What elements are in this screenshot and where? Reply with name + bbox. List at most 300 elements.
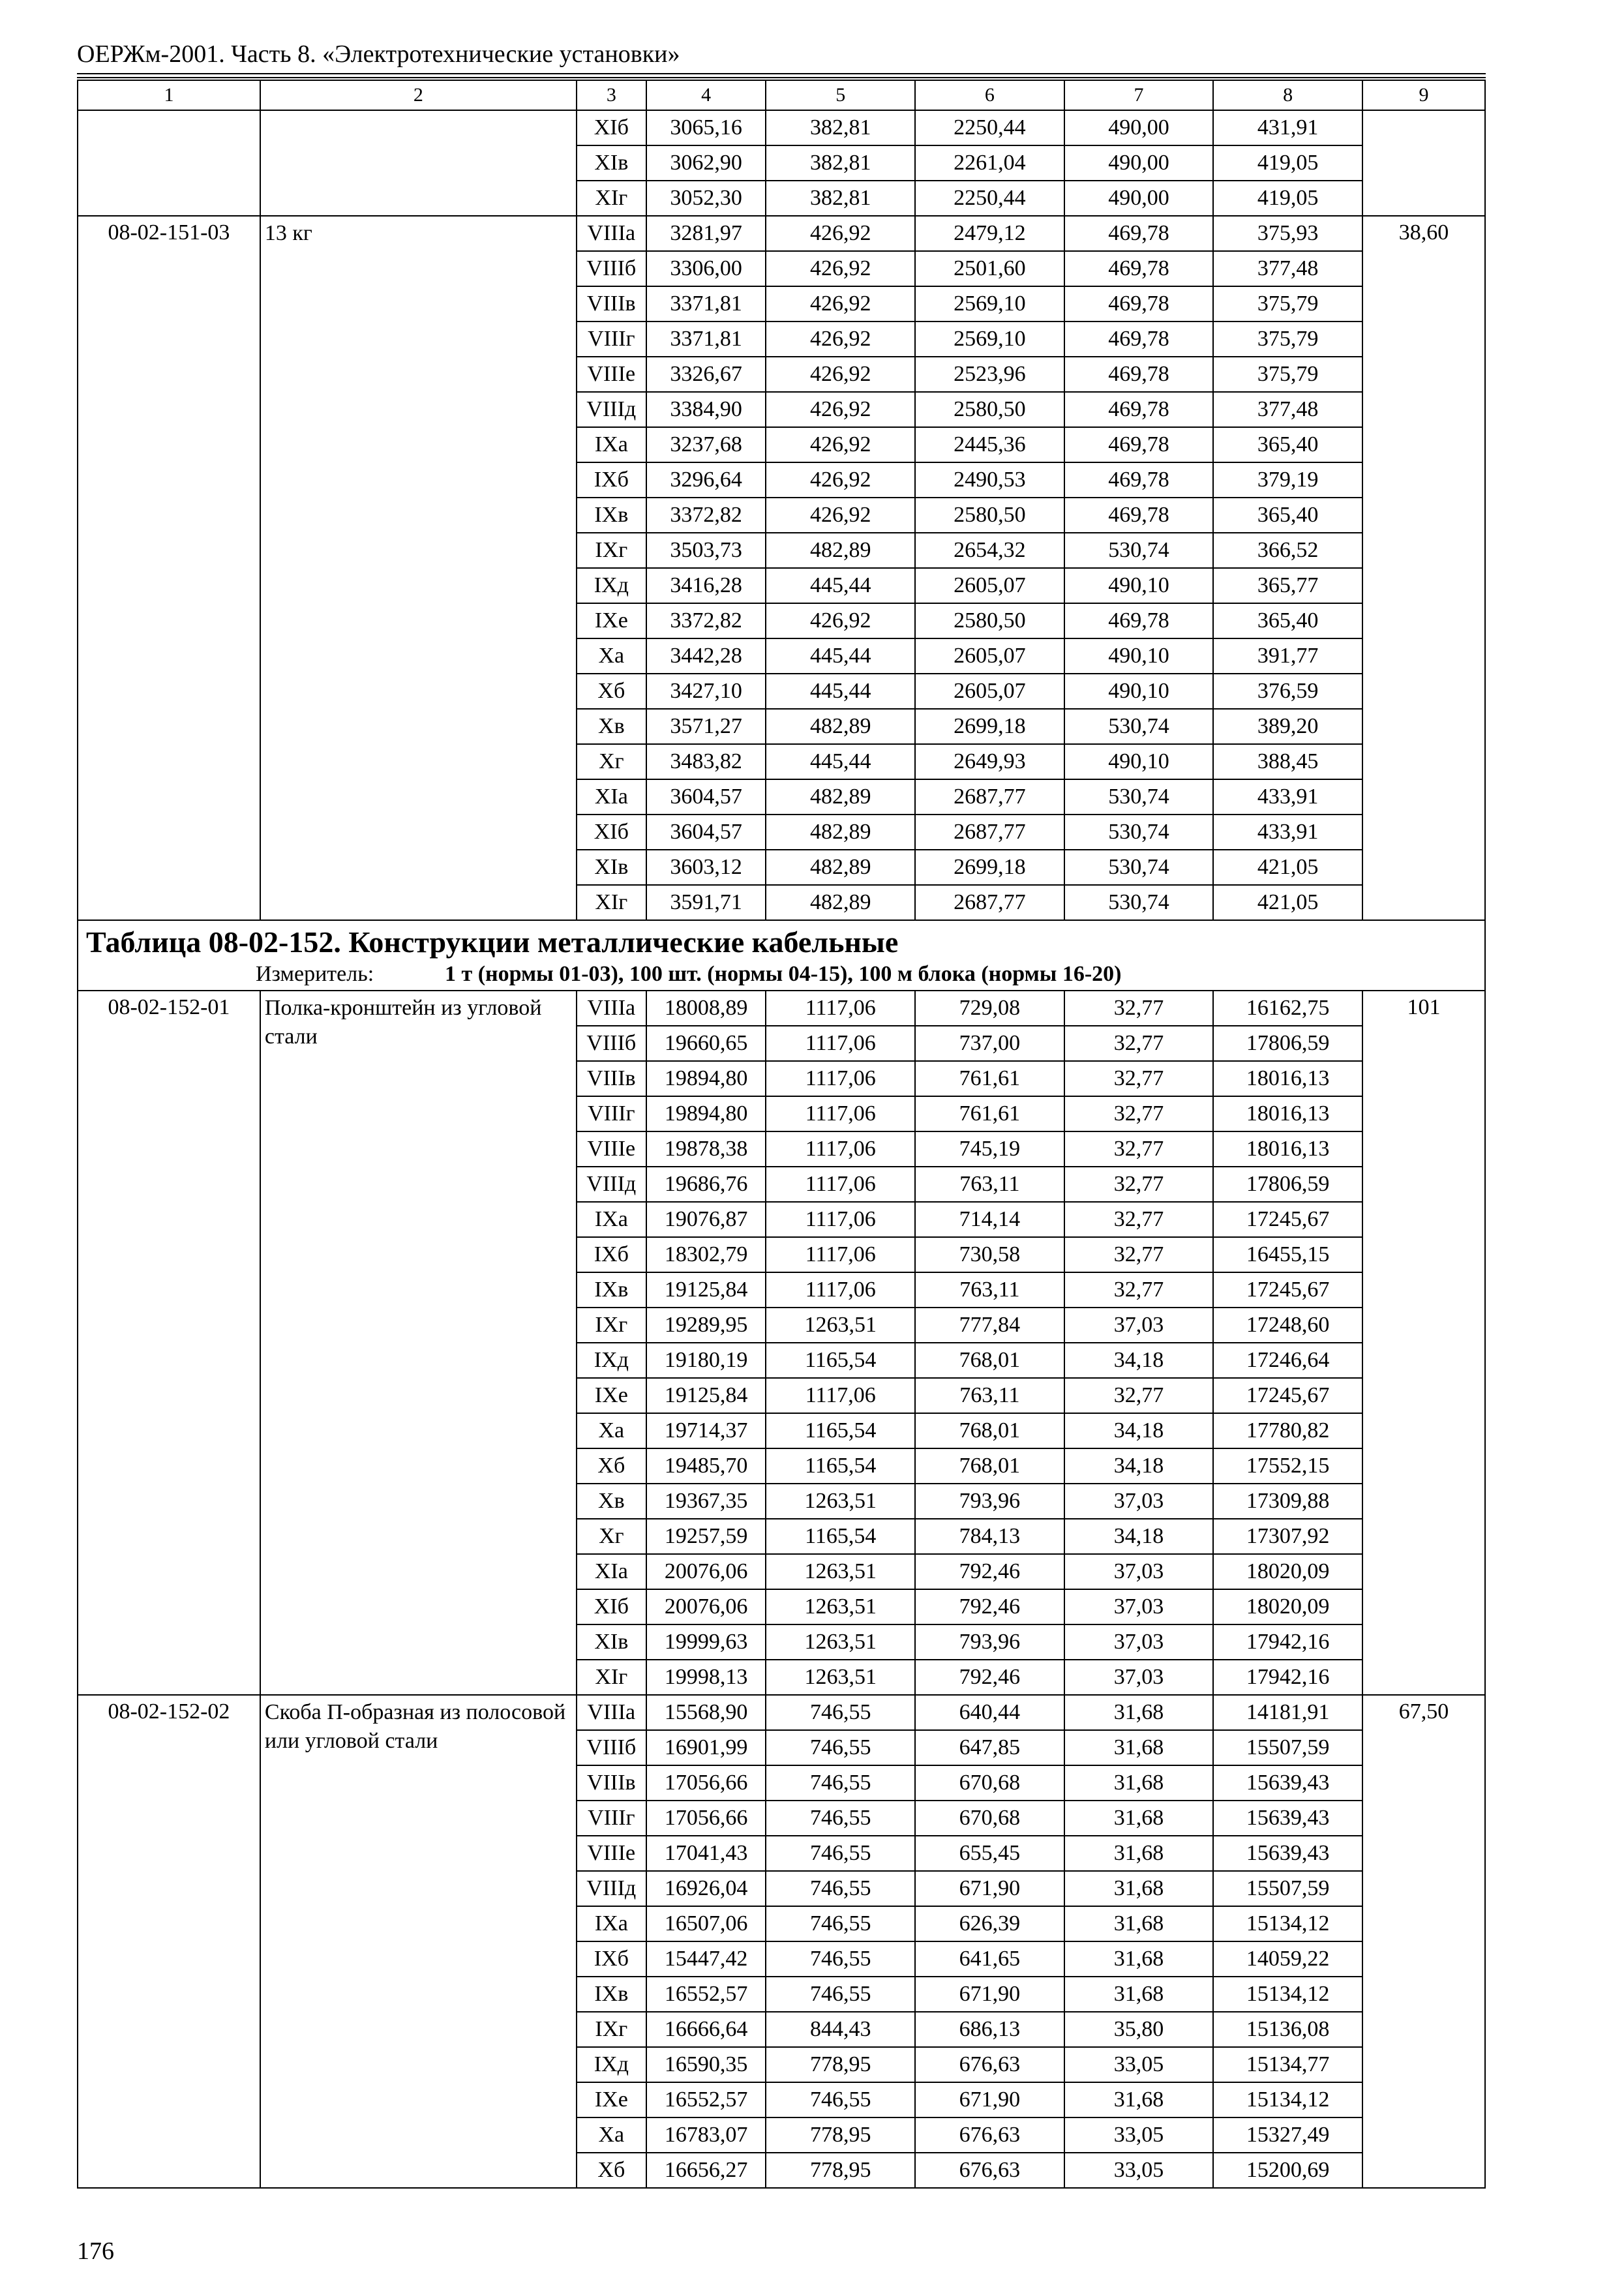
zone-cell: XIв: [577, 145, 646, 181]
value-cell: 19894,80: [646, 1061, 766, 1096]
value-cell: 676,63: [915, 2117, 1064, 2153]
value-cell: 792,46: [915, 1589, 1064, 1624]
value-cell: 34,18: [1064, 1343, 1214, 1378]
value-cell: 16926,04: [646, 1871, 766, 1906]
value-cell: 431,91: [1213, 110, 1362, 145]
value-cell: 16552,57: [646, 2082, 766, 2117]
value-cell: 32,77: [1064, 991, 1214, 1026]
value-cell: 3571,27: [646, 709, 766, 744]
value-cell: 469,78: [1064, 251, 1214, 286]
zone-cell: VIIIе: [577, 357, 646, 392]
value-cell: 18302,79: [646, 1237, 766, 1272]
value-cell: 490,00: [1064, 181, 1214, 216]
zone-cell: Xб: [577, 1448, 646, 1484]
value-cell: 1263,51: [766, 1660, 915, 1695]
value-cell: 15327,49: [1213, 2117, 1362, 2153]
value-cell: 746,55: [766, 1695, 915, 1730]
value-cell: 469,78: [1064, 322, 1214, 357]
work-name: Скоба П-образная из полосовой или угловой стали: [260, 1695, 577, 2188]
value-cell: 18016,13: [1213, 1131, 1362, 1167]
value-cell: 3237,68: [646, 427, 766, 462]
value-cell: 490,10: [1064, 744, 1214, 779]
zone-cell: IXа: [577, 1202, 646, 1237]
value-cell: 746,55: [766, 1765, 915, 1801]
zone-cell: XIг: [577, 1660, 646, 1695]
value-cell: 2687,77: [915, 779, 1064, 815]
value-cell: 31,68: [1064, 1977, 1214, 2012]
zone-cell: VIIIв: [577, 1061, 646, 1096]
price-table: [77, 80, 1486, 2189]
zone-cell: Xг: [577, 1519, 646, 1554]
value-cell: 671,90: [915, 1871, 1064, 1906]
value-cell: 784,13: [915, 1519, 1064, 1554]
value-cell: 19125,84: [646, 1378, 766, 1413]
value-cell: 37,03: [1064, 1624, 1214, 1660]
zone-cell: VIIIг: [577, 322, 646, 357]
value-cell: 19660,65: [646, 1026, 766, 1061]
value-cell: 2699,18: [915, 850, 1064, 885]
zone-cell: VIIIа: [577, 1695, 646, 1730]
value-cell: 1117,06: [766, 1272, 915, 1308]
value-cell: 19367,35: [646, 1484, 766, 1519]
work-name: Полка-кронштейн из угловой стали: [260, 991, 577, 1695]
value-cell: 1165,54: [766, 1519, 915, 1554]
value-cell: 1117,06: [766, 1131, 915, 1167]
column-number: 5: [766, 80, 915, 110]
value-cell: 426,92: [766, 462, 915, 498]
value-cell: 490,00: [1064, 110, 1214, 145]
zone-cell: XIв: [577, 850, 646, 885]
value-cell: 1117,06: [766, 1237, 915, 1272]
value-cell: 17780,82: [1213, 1413, 1362, 1448]
value-cell: 32,77: [1064, 1202, 1214, 1237]
value-cell: 32,77: [1064, 1237, 1214, 1272]
value-cell: 3483,82: [646, 744, 766, 779]
value-cell: 15507,59: [1213, 1730, 1362, 1765]
value-cell: 3384,90: [646, 392, 766, 427]
value-cell: 365,40: [1213, 427, 1362, 462]
value-cell: 2687,77: [915, 885, 1064, 920]
value-cell: 433,91: [1213, 779, 1362, 815]
value-cell: 426,92: [766, 427, 915, 462]
value-cell: 793,96: [915, 1484, 1064, 1519]
value-cell: 671,90: [915, 2082, 1064, 2117]
value-cell: 1263,51: [766, 1484, 915, 1519]
value-cell: 3503,73: [646, 533, 766, 568]
value-cell: 3065,16: [646, 110, 766, 145]
value-cell: 530,74: [1064, 779, 1214, 815]
work-name: 13 кг: [260, 216, 577, 920]
value-cell: 17309,88: [1213, 1484, 1362, 1519]
value-cell: 14181,91: [1213, 1695, 1362, 1730]
value-cell: 17041,43: [646, 1836, 766, 1871]
section-title: Таблица 08-02-152. Конструкции металлические кабельные: [86, 925, 899, 959]
value-cell: 793,96: [915, 1624, 1064, 1660]
value-cell: 746,55: [766, 1906, 915, 1941]
value-cell: 32,77: [1064, 1272, 1214, 1308]
zone-cell: VIIIд: [577, 392, 646, 427]
section-header: [78, 920, 1485, 991]
value-cell: 15134,12: [1213, 1977, 1362, 2012]
value-cell: 18020,09: [1213, 1589, 1362, 1624]
zone-cell: IXв: [577, 1272, 646, 1308]
value-cell: 17056,66: [646, 1765, 766, 1801]
value-cell: 763,11: [915, 1378, 1064, 1413]
value-cell: 15568,90: [646, 1695, 766, 1730]
value-cell: 388,45: [1213, 744, 1362, 779]
value-cell: 375,79: [1213, 286, 1362, 322]
value-cell: 375,79: [1213, 322, 1362, 357]
value-cell: 530,74: [1064, 709, 1214, 744]
value-cell: 469,78: [1064, 216, 1214, 251]
zone-cell: VIIIд: [577, 1167, 646, 1202]
column-9-value: 101: [1362, 991, 1485, 1695]
value-cell: 19686,76: [646, 1167, 766, 1202]
value-cell: 792,46: [915, 1660, 1064, 1695]
value-cell: 1263,51: [766, 1554, 915, 1589]
value-cell: 530,74: [1064, 850, 1214, 885]
section-header-row: [78, 920, 1485, 991]
value-cell: 2580,50: [915, 603, 1064, 638]
zone-cell: XIв: [577, 1624, 646, 1660]
value-cell: 1117,06: [766, 1167, 915, 1202]
header-rule-inner: [77, 77, 1486, 78]
zone-cell: IXб: [577, 1941, 646, 1977]
value-cell: 670,68: [915, 1801, 1064, 1836]
value-cell: 3372,82: [646, 603, 766, 638]
value-cell: 31,68: [1064, 1906, 1214, 1941]
column-number: 9: [1362, 80, 1485, 110]
value-cell: 31,68: [1064, 1801, 1214, 1836]
value-cell: 2580,50: [915, 498, 1064, 533]
value-cell: 761,61: [915, 1061, 1064, 1096]
value-cell: 641,65: [915, 1941, 1064, 1977]
value-cell: 17245,67: [1213, 1272, 1362, 1308]
value-cell: 34,18: [1064, 1519, 1214, 1554]
value-cell: 15447,42: [646, 1941, 766, 1977]
value-cell: 31,68: [1064, 1730, 1214, 1765]
value-cell: 19998,13: [646, 1660, 766, 1695]
value-cell: 19485,70: [646, 1448, 766, 1484]
value-cell: 15136,08: [1213, 2012, 1362, 2047]
value-cell: 1165,54: [766, 1413, 915, 1448]
zone-cell: Xб: [577, 674, 646, 709]
value-cell: 33,05: [1064, 2047, 1214, 2082]
section-measure: [86, 961, 1477, 990]
value-cell: 469,78: [1064, 462, 1214, 498]
value-cell: 365,77: [1213, 568, 1362, 603]
value-cell: 1117,06: [766, 1026, 915, 1061]
value-cell: 18008,89: [646, 991, 766, 1026]
zone-cell: VIIIб: [577, 1730, 646, 1765]
value-cell: 469,78: [1064, 498, 1214, 533]
value-cell: 3326,67: [646, 357, 766, 392]
column-number: 4: [646, 80, 766, 110]
zone-cell: IXг: [577, 533, 646, 568]
value-cell: 375,93: [1213, 216, 1362, 251]
value-cell: 15200,69: [1213, 2153, 1362, 2188]
value-cell: 382,81: [766, 145, 915, 181]
value-cell: 17942,16: [1213, 1624, 1362, 1660]
value-cell: 426,92: [766, 603, 915, 638]
value-cell: 16783,07: [646, 2117, 766, 2153]
value-cell: 3372,82: [646, 498, 766, 533]
value-cell: 730,58: [915, 1237, 1064, 1272]
column-number: 7: [1064, 80, 1214, 110]
value-cell: 2687,77: [915, 815, 1064, 850]
column-9-value: [1362, 110, 1485, 216]
value-cell: 37,03: [1064, 1554, 1214, 1589]
zone-cell: VIIIе: [577, 1836, 646, 1871]
value-cell: 31,68: [1064, 1765, 1214, 1801]
value-cell: 19999,63: [646, 1624, 766, 1660]
value-cell: 761,61: [915, 1096, 1064, 1131]
table-row: [78, 991, 1485, 1026]
value-cell: 482,89: [766, 850, 915, 885]
value-cell: 746,55: [766, 1730, 915, 1765]
value-cell: 377,48: [1213, 251, 1362, 286]
measure-label: Измеритель:: [256, 962, 374, 986]
value-cell: 15639,43: [1213, 1801, 1362, 1836]
norm-code: 08-02-151-03: [78, 216, 260, 920]
value-cell: 737,00: [915, 1026, 1064, 1061]
value-cell: 391,77: [1213, 638, 1362, 674]
zone-cell: VIIIа: [577, 991, 646, 1026]
value-cell: 671,90: [915, 1977, 1064, 2012]
value-cell: 18016,13: [1213, 1096, 1362, 1131]
value-cell: 17806,59: [1213, 1026, 1362, 1061]
zone-cell: XIг: [577, 885, 646, 920]
value-cell: 3371,81: [646, 286, 766, 322]
value-cell: 419,05: [1213, 145, 1362, 181]
value-cell: 2261,04: [915, 145, 1064, 181]
zone-cell: IXб: [577, 1237, 646, 1272]
zone-cell: XIб: [577, 1589, 646, 1624]
value-cell: 17056,66: [646, 1801, 766, 1836]
value-cell: 17942,16: [1213, 1660, 1362, 1695]
value-cell: 31,68: [1064, 1836, 1214, 1871]
value-cell: 32,77: [1064, 1167, 1214, 1202]
work-name: [260, 110, 577, 216]
value-cell: 2501,60: [915, 251, 1064, 286]
zone-cell: IXб: [577, 462, 646, 498]
zone-cell: VIIIб: [577, 251, 646, 286]
value-cell: 389,20: [1213, 709, 1362, 744]
norm-code: [78, 110, 260, 216]
value-cell: 382,81: [766, 181, 915, 216]
value-cell: 37,03: [1064, 1660, 1214, 1695]
table-row: [78, 1695, 1485, 1730]
value-cell: 32,77: [1064, 1131, 1214, 1167]
zone-cell: IXа: [577, 427, 646, 462]
value-cell: 37,03: [1064, 1484, 1214, 1519]
zone-cell: Xб: [577, 2153, 646, 2188]
value-cell: 35,80: [1064, 2012, 1214, 2047]
value-cell: 445,44: [766, 568, 915, 603]
value-cell: 490,10: [1064, 674, 1214, 709]
value-cell: 745,19: [915, 1131, 1064, 1167]
zone-cell: Xв: [577, 1484, 646, 1519]
value-cell: 15134,12: [1213, 2082, 1362, 2117]
value-cell: 746,55: [766, 1871, 915, 1906]
zone-cell: XIб: [577, 815, 646, 850]
zone-cell: XIб: [577, 110, 646, 145]
value-cell: 686,13: [915, 2012, 1064, 2047]
value-cell: 2523,96: [915, 357, 1064, 392]
value-cell: 17245,67: [1213, 1378, 1362, 1413]
page-header: ОЕРЖм-2001. Часть 8. «Электротехнические установки»: [77, 40, 680, 68]
norm-code: 08-02-152-02: [78, 1695, 260, 2188]
zone-cell: XIа: [577, 779, 646, 815]
column-number: 1: [78, 80, 260, 110]
value-cell: 778,95: [766, 2117, 915, 2153]
value-cell: 445,44: [766, 638, 915, 674]
value-cell: 426,92: [766, 216, 915, 251]
value-cell: 421,05: [1213, 885, 1362, 920]
value-cell: 14059,22: [1213, 1941, 1362, 1977]
value-cell: 426,92: [766, 286, 915, 322]
value-cell: 366,52: [1213, 533, 1362, 568]
value-cell: 382,81: [766, 110, 915, 145]
value-cell: 1117,06: [766, 1061, 915, 1096]
value-cell: 490,10: [1064, 638, 1214, 674]
value-cell: 31,68: [1064, 1695, 1214, 1730]
column-number-row: [78, 80, 1485, 110]
page-number: 176: [77, 2237, 114, 2265]
zone-cell: Xг: [577, 744, 646, 779]
value-cell: 3296,64: [646, 462, 766, 498]
value-cell: 3416,28: [646, 568, 766, 603]
value-cell: 792,46: [915, 1554, 1064, 1589]
zone-cell: Xа: [577, 638, 646, 674]
value-cell: 2490,53: [915, 462, 1064, 498]
value-cell: 37,03: [1064, 1589, 1214, 1624]
value-cell: 426,92: [766, 251, 915, 286]
value-cell: 32,77: [1064, 1378, 1214, 1413]
column-number: 2: [260, 80, 577, 110]
zone-cell: IXг: [577, 2012, 646, 2047]
zone-cell: VIIIе: [577, 1131, 646, 1167]
value-cell: 1263,51: [766, 1308, 915, 1343]
value-cell: 3062,90: [646, 145, 766, 181]
value-cell: 530,74: [1064, 815, 1214, 850]
zone-cell: VIIIв: [577, 1765, 646, 1801]
value-cell: 2250,44: [915, 181, 1064, 216]
zone-cell: IXд: [577, 1343, 646, 1378]
value-cell: 16901,99: [646, 1730, 766, 1765]
value-cell: 676,63: [915, 2047, 1064, 2082]
value-cell: 469,78: [1064, 427, 1214, 462]
value-cell: 18020,09: [1213, 1554, 1362, 1589]
value-cell: 746,55: [766, 1801, 915, 1836]
zone-cell: Xа: [577, 1413, 646, 1448]
value-cell: 33,05: [1064, 2117, 1214, 2153]
value-cell: 16590,35: [646, 2047, 766, 2082]
value-cell: 16455,15: [1213, 1237, 1362, 1272]
value-cell: 1165,54: [766, 1448, 915, 1484]
value-cell: 15134,12: [1213, 1906, 1362, 1941]
value-cell: 1263,51: [766, 1589, 915, 1624]
norm-code: 08-02-152-01: [78, 991, 260, 1695]
value-cell: 2569,10: [915, 322, 1064, 357]
value-cell: 31,68: [1064, 1871, 1214, 1906]
zone-cell: IXе: [577, 603, 646, 638]
value-cell: 768,01: [915, 1413, 1064, 1448]
value-cell: 15507,59: [1213, 1871, 1362, 1906]
value-cell: 490,00: [1064, 145, 1214, 181]
value-cell: 1117,06: [766, 991, 915, 1026]
value-cell: 626,39: [915, 1906, 1064, 1941]
value-cell: 768,01: [915, 1343, 1064, 1378]
zone-cell: IXе: [577, 2082, 646, 2117]
value-cell: 778,95: [766, 2153, 915, 2188]
value-cell: 37,03: [1064, 1308, 1214, 1343]
value-cell: 20076,06: [646, 1554, 766, 1589]
value-cell: 17806,59: [1213, 1167, 1362, 1202]
zone-cell: IXв: [577, 1977, 646, 2012]
value-cell: 670,68: [915, 1765, 1064, 1801]
value-cell: 18016,13: [1213, 1061, 1362, 1096]
value-cell: 33,05: [1064, 2153, 1214, 2188]
value-cell: 19894,80: [646, 1096, 766, 1131]
value-cell: 1117,06: [766, 1378, 915, 1413]
value-cell: 16162,75: [1213, 991, 1362, 1026]
value-cell: 3306,00: [646, 251, 766, 286]
value-cell: 482,89: [766, 885, 915, 920]
zone-cell: VIIIд: [577, 1871, 646, 1906]
value-cell: 365,40: [1213, 498, 1362, 533]
value-cell: 379,19: [1213, 462, 1362, 498]
value-cell: 2569,10: [915, 286, 1064, 322]
value-cell: 746,55: [766, 1941, 915, 1977]
value-cell: 31,68: [1064, 1941, 1214, 1977]
value-cell: 376,59: [1213, 674, 1362, 709]
value-cell: 32,77: [1064, 1026, 1214, 1061]
value-cell: 19714,37: [646, 1413, 766, 1448]
value-cell: 19257,59: [646, 1519, 766, 1554]
column-9-value: 38,60: [1362, 216, 1485, 920]
zone-cell: VIIIб: [577, 1026, 646, 1061]
value-cell: 445,44: [766, 744, 915, 779]
value-cell: 16666,64: [646, 2012, 766, 2047]
value-cell: 3604,57: [646, 779, 766, 815]
value-cell: 469,78: [1064, 392, 1214, 427]
value-cell: 3604,57: [646, 815, 766, 850]
value-cell: 3591,71: [646, 885, 766, 920]
value-cell: 778,95: [766, 2047, 915, 2082]
value-cell: 2479,12: [915, 216, 1064, 251]
zone-cell: IXе: [577, 1378, 646, 1413]
value-cell: 17552,15: [1213, 1448, 1362, 1484]
value-cell: 2580,50: [915, 392, 1064, 427]
value-cell: 31,68: [1064, 2082, 1214, 2117]
value-cell: 377,48: [1213, 392, 1362, 427]
value-cell: 426,92: [766, 392, 915, 427]
value-cell: 17248,60: [1213, 1308, 1362, 1343]
value-cell: 777,84: [915, 1308, 1064, 1343]
value-cell: 375,79: [1213, 357, 1362, 392]
value-cell: 419,05: [1213, 181, 1362, 216]
value-cell: 421,05: [1213, 850, 1362, 885]
value-cell: 482,89: [766, 533, 915, 568]
value-cell: 746,55: [766, 1836, 915, 1871]
value-cell: 655,45: [915, 1836, 1064, 1871]
table-row: [78, 110, 1485, 145]
value-cell: 640,44: [915, 1695, 1064, 1730]
value-cell: 3052,30: [646, 181, 766, 216]
value-cell: 16507,06: [646, 1906, 766, 1941]
value-cell: 714,14: [915, 1202, 1064, 1237]
